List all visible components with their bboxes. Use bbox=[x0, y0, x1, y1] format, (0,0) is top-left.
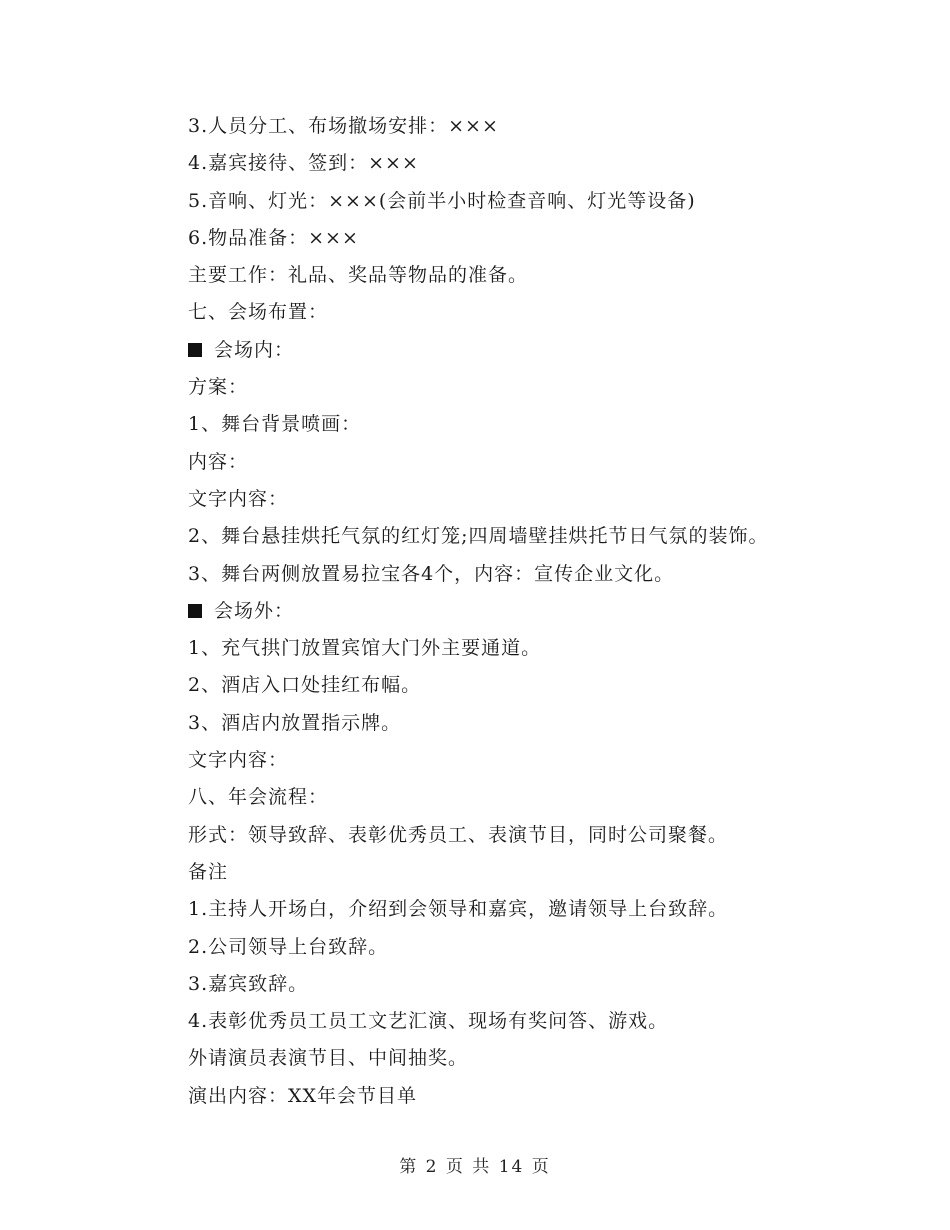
text-line: 外请演员表演节目、中间抽奖。 bbox=[188, 1047, 469, 1070]
document-body bbox=[188, 108, 868, 1115]
text-line: 1、充气拱门放置宾馆大门外主要通道。 bbox=[188, 637, 542, 660]
square-bullet-icon bbox=[188, 343, 202, 357]
section-heading: 七、会场布置： bbox=[188, 301, 329, 324]
text-line: 4.表彰优秀员工员工文艺汇演、现场有奖问答、游戏。 bbox=[188, 1010, 669, 1033]
text-line: 2、酒店入口处挂红布幅。 bbox=[188, 674, 422, 697]
text-line: 1.主持人开场白，介绍到会领导和嘉宾，邀请领导上台致辞。 bbox=[188, 898, 729, 921]
text-line: 3.人员分工、布场撤场安排：××× bbox=[188, 115, 499, 137]
text-line: 备注 bbox=[188, 860, 229, 883]
bullet-line bbox=[188, 332, 868, 369]
bullet-text: 会场外： bbox=[214, 599, 295, 622]
text-line: 形式：领导致辞、表彰优秀员工、表演节目，同时公司聚餐。 bbox=[188, 823, 729, 846]
text-line: 1、舞台背景喷画： bbox=[188, 413, 362, 436]
text-line: 内容： bbox=[188, 450, 249, 473]
text-line: 2.公司领导上台致辞。 bbox=[188, 935, 389, 958]
text-line: 4.嘉宾接待、签到：××× bbox=[188, 152, 419, 175]
text-line: 2、舞台悬挂烘托气氛的红灯笼;四周墙壁挂烘托节日气氛的装饰。 bbox=[188, 525, 769, 548]
section-heading: 八、年会流程： bbox=[188, 786, 329, 809]
text-line: 3、舞台两侧放置易拉宝各4个，内容：宣传企业文化。 bbox=[188, 562, 675, 585]
text-line: 3、酒店内放置指示牌。 bbox=[188, 711, 402, 734]
text-line: 文字内容： bbox=[188, 487, 289, 510]
page-number-footer: 第 2 页 共 14 页 bbox=[399, 1157, 551, 1177]
text-line: 方案： bbox=[188, 376, 249, 399]
square-bullet-icon bbox=[188, 604, 202, 618]
bullet-text: 会场内： bbox=[214, 338, 295, 361]
text-line: 6.物品准备：××× bbox=[188, 226, 359, 249]
text-line: 演出内容：XX年会节目单 bbox=[188, 1084, 418, 1107]
text-line: 主要工作：礼品、奖品等物品的准备。 bbox=[188, 264, 529, 287]
text-line: 3.嘉宾致辞。 bbox=[188, 972, 309, 995]
text-line: 5.音响、灯光：×××(会前半小时检查音响、灯光等设备) bbox=[188, 189, 696, 212]
text-line: 文字内容： bbox=[188, 749, 289, 772]
bullet-line bbox=[188, 593, 868, 630]
